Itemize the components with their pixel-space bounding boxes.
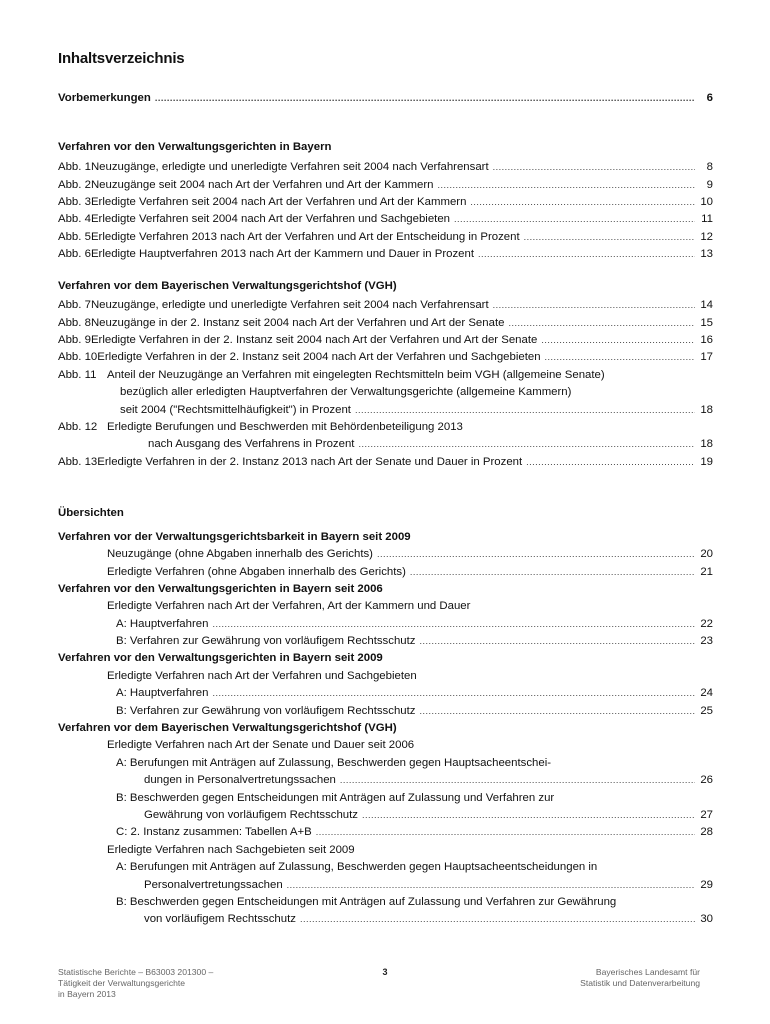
toc-page-number: 24 <box>700 687 713 699</box>
toc-entry-text: Neuzugänge, erledigte und unerledigte Verfahren seit 2004 nach Verfahrensart <box>90 161 489 173</box>
toc-entry[interactable] <box>58 876 713 894</box>
footer-line: Statistik und Datenverarbeitung <box>580 978 700 988</box>
toc-entry[interactable] <box>58 245 713 263</box>
toc-heading[interactable] <box>58 89 713 107</box>
toc-entry-text: dungen in Personalvertretungssachen <box>144 774 336 786</box>
figure-number: Abb. 13 <box>58 456 98 468</box>
toc-entry <box>58 383 713 401</box>
dot-leader <box>287 876 695 894</box>
toc-entry[interactable] <box>58 314 713 332</box>
figure-number: Abb. 8 <box>58 317 91 329</box>
dot-leader <box>358 435 695 453</box>
toc-entry[interactable] <box>58 193 713 211</box>
figure-number: Abb. 10 <box>58 351 98 363</box>
toc-entry[interactable] <box>58 632 713 650</box>
dot-leader <box>419 632 695 650</box>
dot-leader <box>212 684 695 702</box>
toc-entry-text: B: Verfahren zur Gewährung von vorläufigem Rechtsschutz <box>116 705 416 717</box>
toc-entry-text: Erledigte Verfahren in der 2. Instanz seit 2004 nach Art der Verfahren und Art der Senate <box>90 334 538 346</box>
footer-line: Bayerisches Landesamt für <box>595 967 700 977</box>
toc-entry <box>58 736 713 754</box>
page-title: Inhaltsverzeichnis <box>58 50 185 67</box>
dot-leader <box>362 806 695 824</box>
toc-entry[interactable] <box>58 702 713 720</box>
toc-entry-text: Neuzugänge (ohne Abgaben innerhalb des Gerichts) <box>107 548 373 560</box>
footer-line: in Bayern 2013 <box>58 989 116 999</box>
toc-entry-text: von vorläufigem Rechtsschutz <box>144 913 296 925</box>
dot-leader <box>454 210 695 228</box>
toc-entry[interactable] <box>58 563 713 581</box>
toc-entry <box>58 754 713 772</box>
toc-heading <box>58 719 713 737</box>
toc-heading <box>58 649 713 667</box>
toc-page-number: 10 <box>700 196 713 208</box>
toc-page-number: 13 <box>700 248 713 260</box>
toc-page-number: 8 <box>706 161 713 173</box>
toc-entry-text: Erledigte Verfahren (ohne Abgaben innerhalb des Gerichts) <box>107 566 406 578</box>
dot-leader <box>377 545 695 563</box>
toc-page-number: 14 <box>700 299 713 311</box>
toc-entry-text: Übersichten <box>58 507 124 519</box>
toc-heading <box>58 138 713 156</box>
dot-leader <box>493 296 695 314</box>
toc-entry <box>58 418 713 436</box>
toc-entry[interactable] <box>58 453 713 471</box>
toc-page-number: 29 <box>700 879 713 891</box>
toc-page-number: 12 <box>700 231 713 243</box>
dot-leader <box>355 401 695 419</box>
figure-number: Abb. 5 <box>58 231 91 243</box>
toc-entry-text: Anteil der Neuzugänge an Verfahren mit eingelegten Rechtsmitteln beim VGH (allgemeine Senate) <box>107 369 605 381</box>
dot-leader <box>541 331 695 349</box>
toc-page-number: 11 <box>701 213 713 225</box>
dot-leader <box>340 771 695 789</box>
toc-entry-text: Neuzugänge seit 2004 nach Art der Verfahren und Art der Kammern <box>90 179 434 191</box>
toc-entry-text: Verfahren vor den Verwaltungsgerichten in Bayern <box>58 141 332 153</box>
toc-entry-text: Vorbemerkungen <box>58 92 151 104</box>
toc-entry-text: Verfahren vor dem Bayerischen Verwaltungsgerichtshof (VGH) <box>58 280 397 292</box>
toc-entry[interactable] <box>58 910 713 928</box>
footer-line: Statistische Berichte – B63003 201300 – <box>58 967 214 977</box>
toc-page-number: 19 <box>700 456 713 468</box>
dot-leader <box>155 89 695 107</box>
toc-entry-text: A: Berufungen mit Anträgen auf Zulassung, Beschwerden gegen Hauptsacheentscheidungen in <box>116 861 598 873</box>
toc-entry[interactable] <box>58 823 713 841</box>
toc-entry-text: B: Beschwerden gegen Entscheidungen mit Anträgen auf Zulassung und Verfahren zur Gewährung <box>116 896 617 908</box>
dot-leader <box>545 348 695 366</box>
toc-entry-text: A: Hauptverfahren <box>116 618 209 630</box>
toc-page-number: 15 <box>700 317 713 329</box>
toc-entry[interactable] <box>58 348 713 366</box>
figure-number: Abb. 11 <box>58 369 97 381</box>
toc-entry-text: Verfahren vor der Verwaltungsgerichtsbarkeit in Bayern seit 2009 <box>58 531 411 543</box>
dot-leader <box>212 615 695 633</box>
figure-number: Abb. 1 <box>58 161 91 173</box>
toc-entry[interactable] <box>58 401 713 419</box>
toc-entry[interactable] <box>58 158 713 176</box>
toc-entry[interactable] <box>58 435 713 453</box>
figure-number: Abb. 2 <box>58 179 91 191</box>
toc-entry[interactable] <box>58 771 713 789</box>
toc-entry-text: Erledigte Verfahren 2013 nach Art der Verfahren und Art der Entscheidung in Prozent <box>90 231 520 243</box>
toc-entry-text: Erledigte Hauptverfahren 2013 nach Art der Kammern und Dauer in Prozent <box>90 248 475 260</box>
toc-heading <box>58 277 713 295</box>
toc-entry-text: Verfahren vor den Verwaltungsgerichten in Bayern seit 2006 <box>58 583 383 595</box>
footer-publication-info <box>58 967 298 1000</box>
toc-entry-text: Erledigte Verfahren seit 2004 nach Art der Verfahren und Art der Kammern <box>90 196 467 208</box>
toc-entry-text: Gewährung von vorläufigem Rechtsschutz <box>144 809 358 821</box>
toc-entry-text: Verfahren vor den Verwaltungsgerichten in Bayern seit 2009 <box>58 652 383 664</box>
toc-entry-text: C: 2. Instanz zusammen: Tabellen A+B <box>116 826 312 838</box>
toc-entry-text: Verfahren vor dem Bayerischen Verwaltungsgerichtshof (VGH) <box>58 722 397 734</box>
figure-number: Abb. 4 <box>58 213 91 225</box>
toc-entry[interactable] <box>58 545 713 563</box>
toc-page-number: 23 <box>700 635 713 647</box>
toc-page-number: 25 <box>700 705 713 717</box>
toc-entry-text: seit 2004 ("Rechtsmittelhäufigkeit") in Prozent <box>120 404 351 416</box>
toc-entry-text: B: Verfahren zur Gewährung von vorläufigem Rechtsschutz <box>116 635 416 647</box>
toc-entry-text: Erledigte Verfahren nach Art der Verfahren und Sachgebieten <box>107 670 417 682</box>
toc-entry <box>58 858 713 876</box>
toc-heading <box>58 504 713 522</box>
toc-entry-text: nach Ausgang des Verfahrens in Prozent <box>148 438 355 450</box>
toc-entry-text: Erledigte Verfahren seit 2004 nach Art der Verfahren und Sachgebieten <box>90 213 450 225</box>
toc-entry-text: Erledigte Verfahren nach Art der Verfahren, Art der Kammern und Dauer <box>107 600 471 612</box>
toc-page-number: 26 <box>700 774 713 786</box>
dot-leader <box>526 453 695 471</box>
footer-page-number: 3 <box>382 967 388 977</box>
figure-number: Abb. 3 <box>58 196 91 208</box>
toc-entry[interactable] <box>58 176 713 194</box>
toc-entry-text: Erledigte Verfahren in der 2. Instanz seit 2004 nach Art der Verfahren und Sachgebieten <box>97 351 541 363</box>
toc-entry-text: Neuzugänge in der 2. Instanz seit 2004 nach Art der Verfahren und Art der Senate <box>90 317 505 329</box>
dot-leader <box>524 228 695 246</box>
figure-number: Abb. 9 <box>58 334 91 346</box>
figure-number: Abb. 7 <box>58 299 91 311</box>
toc-page-number: 18 <box>700 404 713 416</box>
dot-leader <box>478 245 695 263</box>
toc-entry <box>58 667 713 685</box>
toc-entry-text: Erledigte Verfahren nach Art der Senate und Dauer seit 2006 <box>107 739 415 751</box>
toc-page-number: 22 <box>700 618 713 630</box>
toc-entry-text: Erledigte Berufungen und Beschwerden mit Behördenbeteiligung 2013 <box>107 421 463 433</box>
footer-line: Tätigkeit der Verwaltungsgerichte <box>58 978 186 988</box>
toc-entry[interactable] <box>58 228 713 246</box>
toc-entry-text: B: Beschwerden gegen Entscheidungen mit Anträgen auf Zulassung und Verfahren zur <box>116 792 555 804</box>
dot-leader <box>508 314 695 332</box>
toc-entry[interactable] <box>58 684 713 702</box>
toc-entry <box>58 597 713 615</box>
toc-page-number: 30 <box>700 913 713 925</box>
toc-page-number: 21 <box>700 566 713 578</box>
toc-entry-text: bezüglich aller erledigten Hauptverfahren der Verwaltungsgerichte (allgemeine Kammern) <box>120 386 572 398</box>
toc-entry-text: Personalvertretungssachen <box>144 879 283 891</box>
toc-entry-text: A: Hauptverfahren <box>116 687 209 699</box>
toc-entry[interactable] <box>58 615 713 633</box>
toc-page-number: 17 <box>700 351 713 363</box>
toc-page-number: 9 <box>706 179 713 191</box>
toc-page-number: 20 <box>700 548 713 560</box>
dot-leader <box>300 910 695 928</box>
toc-page-number: 27 <box>700 809 713 821</box>
dot-leader <box>493 158 695 176</box>
figure-number: Abb. 6 <box>58 248 91 260</box>
toc-entry <box>58 893 713 911</box>
dot-leader <box>419 702 695 720</box>
toc-page-number: 6 <box>706 92 713 104</box>
toc-entry <box>58 366 713 384</box>
toc-entry[interactable] <box>58 296 713 314</box>
toc-entry-text: Erledigte Verfahren nach Sachgebieten seit 2009 <box>107 844 355 856</box>
dot-leader <box>438 176 695 194</box>
toc-heading <box>58 528 713 546</box>
dot-leader <box>316 823 695 841</box>
toc-page-number: 28 <box>700 826 713 838</box>
footer-publisher <box>520 967 700 989</box>
dot-leader <box>470 193 695 211</box>
toc-heading <box>58 580 713 598</box>
figure-number: Abb. 12 <box>58 421 98 433</box>
toc-entry[interactable] <box>58 210 713 228</box>
toc-entry-text: Neuzugänge, erledigte und unerledigte Verfahren seit 2004 nach Verfahrensart <box>90 299 489 311</box>
toc-entry-text: A: Berufungen mit Anträgen auf Zulassung, Beschwerden gegen Hauptsacheentschei- <box>116 757 552 769</box>
toc-entry-text: Erledigte Verfahren in der 2. Instanz 2013 nach Art der Senate und Dauer in Prozent <box>97 456 523 468</box>
toc-entry[interactable] <box>58 806 713 824</box>
toc-page-number: 18 <box>700 438 713 450</box>
toc-entry <box>58 789 713 807</box>
toc-page-number: 16 <box>700 334 713 346</box>
dot-leader <box>410 563 695 581</box>
toc-entry <box>58 841 713 859</box>
toc-entry[interactable] <box>58 331 713 349</box>
